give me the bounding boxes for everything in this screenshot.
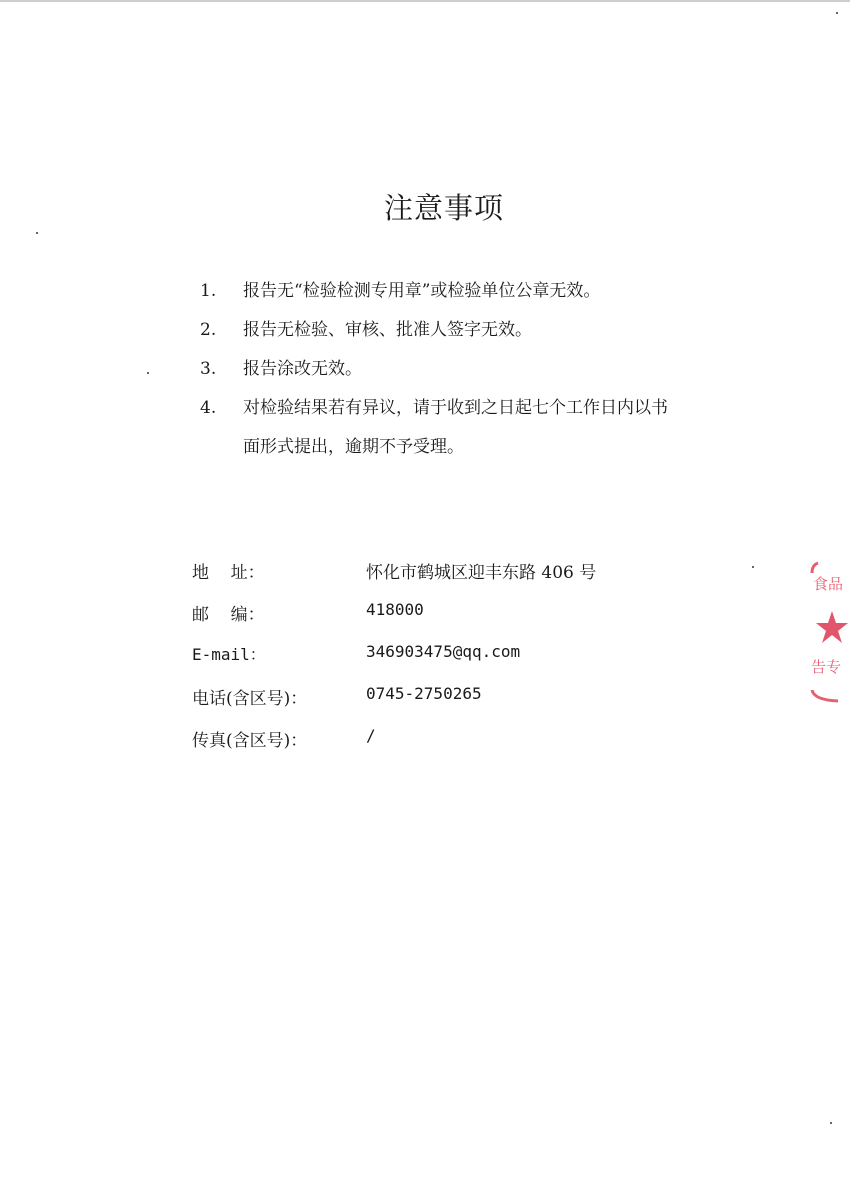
scan-speck — [36, 232, 38, 234]
contact-info — [192, 558, 692, 768]
notice-text: 报告无检验、审核、批准人签字无效。 — [243, 320, 532, 340]
postal-code-row — [192, 600, 692, 642]
postal-code-value: 418000 — [366, 600, 424, 619]
email-row — [192, 642, 692, 684]
notice-list — [200, 280, 740, 475]
notice-item — [200, 280, 740, 302]
notice-item — [200, 319, 740, 341]
scan-speck — [836, 12, 838, 14]
fax-row — [192, 726, 692, 768]
phone-row — [192, 684, 692, 726]
notice-item — [200, 358, 740, 380]
fax-value: / — [366, 726, 376, 745]
notice-number: 2. — [200, 320, 217, 340]
scan-speck — [752, 566, 754, 568]
notice-item — [200, 397, 740, 458]
notice-text-continuation: 面形式提出，逾期不予受理。 — [243, 437, 464, 457]
seal-text-bottom: 告专 — [811, 658, 842, 676]
email-value: 346903475@qq.com — [366, 642, 521, 661]
notice-number: 4. — [200, 398, 217, 418]
notice-text: 对检验结果若有异议，请于收到之日起七个工作日内以书 — [243, 398, 668, 418]
seal-text-top: 食品 — [813, 575, 844, 593]
notice-number: 3. — [200, 359, 217, 379]
notice-number: 1. — [200, 281, 217, 301]
page-top-edge — [0, 0, 850, 2]
notice-text: 报告涂改无效。 — [243, 359, 362, 379]
official-seal-stamp — [808, 555, 850, 705]
page-title: 注意事项 — [383, 191, 504, 225]
notice-text: 报告无“检验检测专用章”或检验单位公章无效。 — [243, 281, 601, 301]
phone-label: 电话(含区号)： — [192, 689, 308, 709]
fax-label: 传真(含区号)： — [192, 731, 308, 751]
address-label: 地 址： — [192, 563, 265, 583]
email-label: E-mail： — [192, 645, 266, 664]
seal-star-icon — [816, 611, 848, 643]
scan-speck — [147, 372, 149, 374]
scan-speck — [830, 1122, 832, 1124]
address-row — [192, 558, 692, 600]
phone-value: 0745-2750265 — [366, 684, 482, 703]
seal-stamp-graphic — [808, 555, 850, 705]
postal-code-label: 邮 编： — [192, 605, 265, 625]
address-value: 怀化市鹤城区迎丰东路 406 号 — [366, 563, 597, 583]
